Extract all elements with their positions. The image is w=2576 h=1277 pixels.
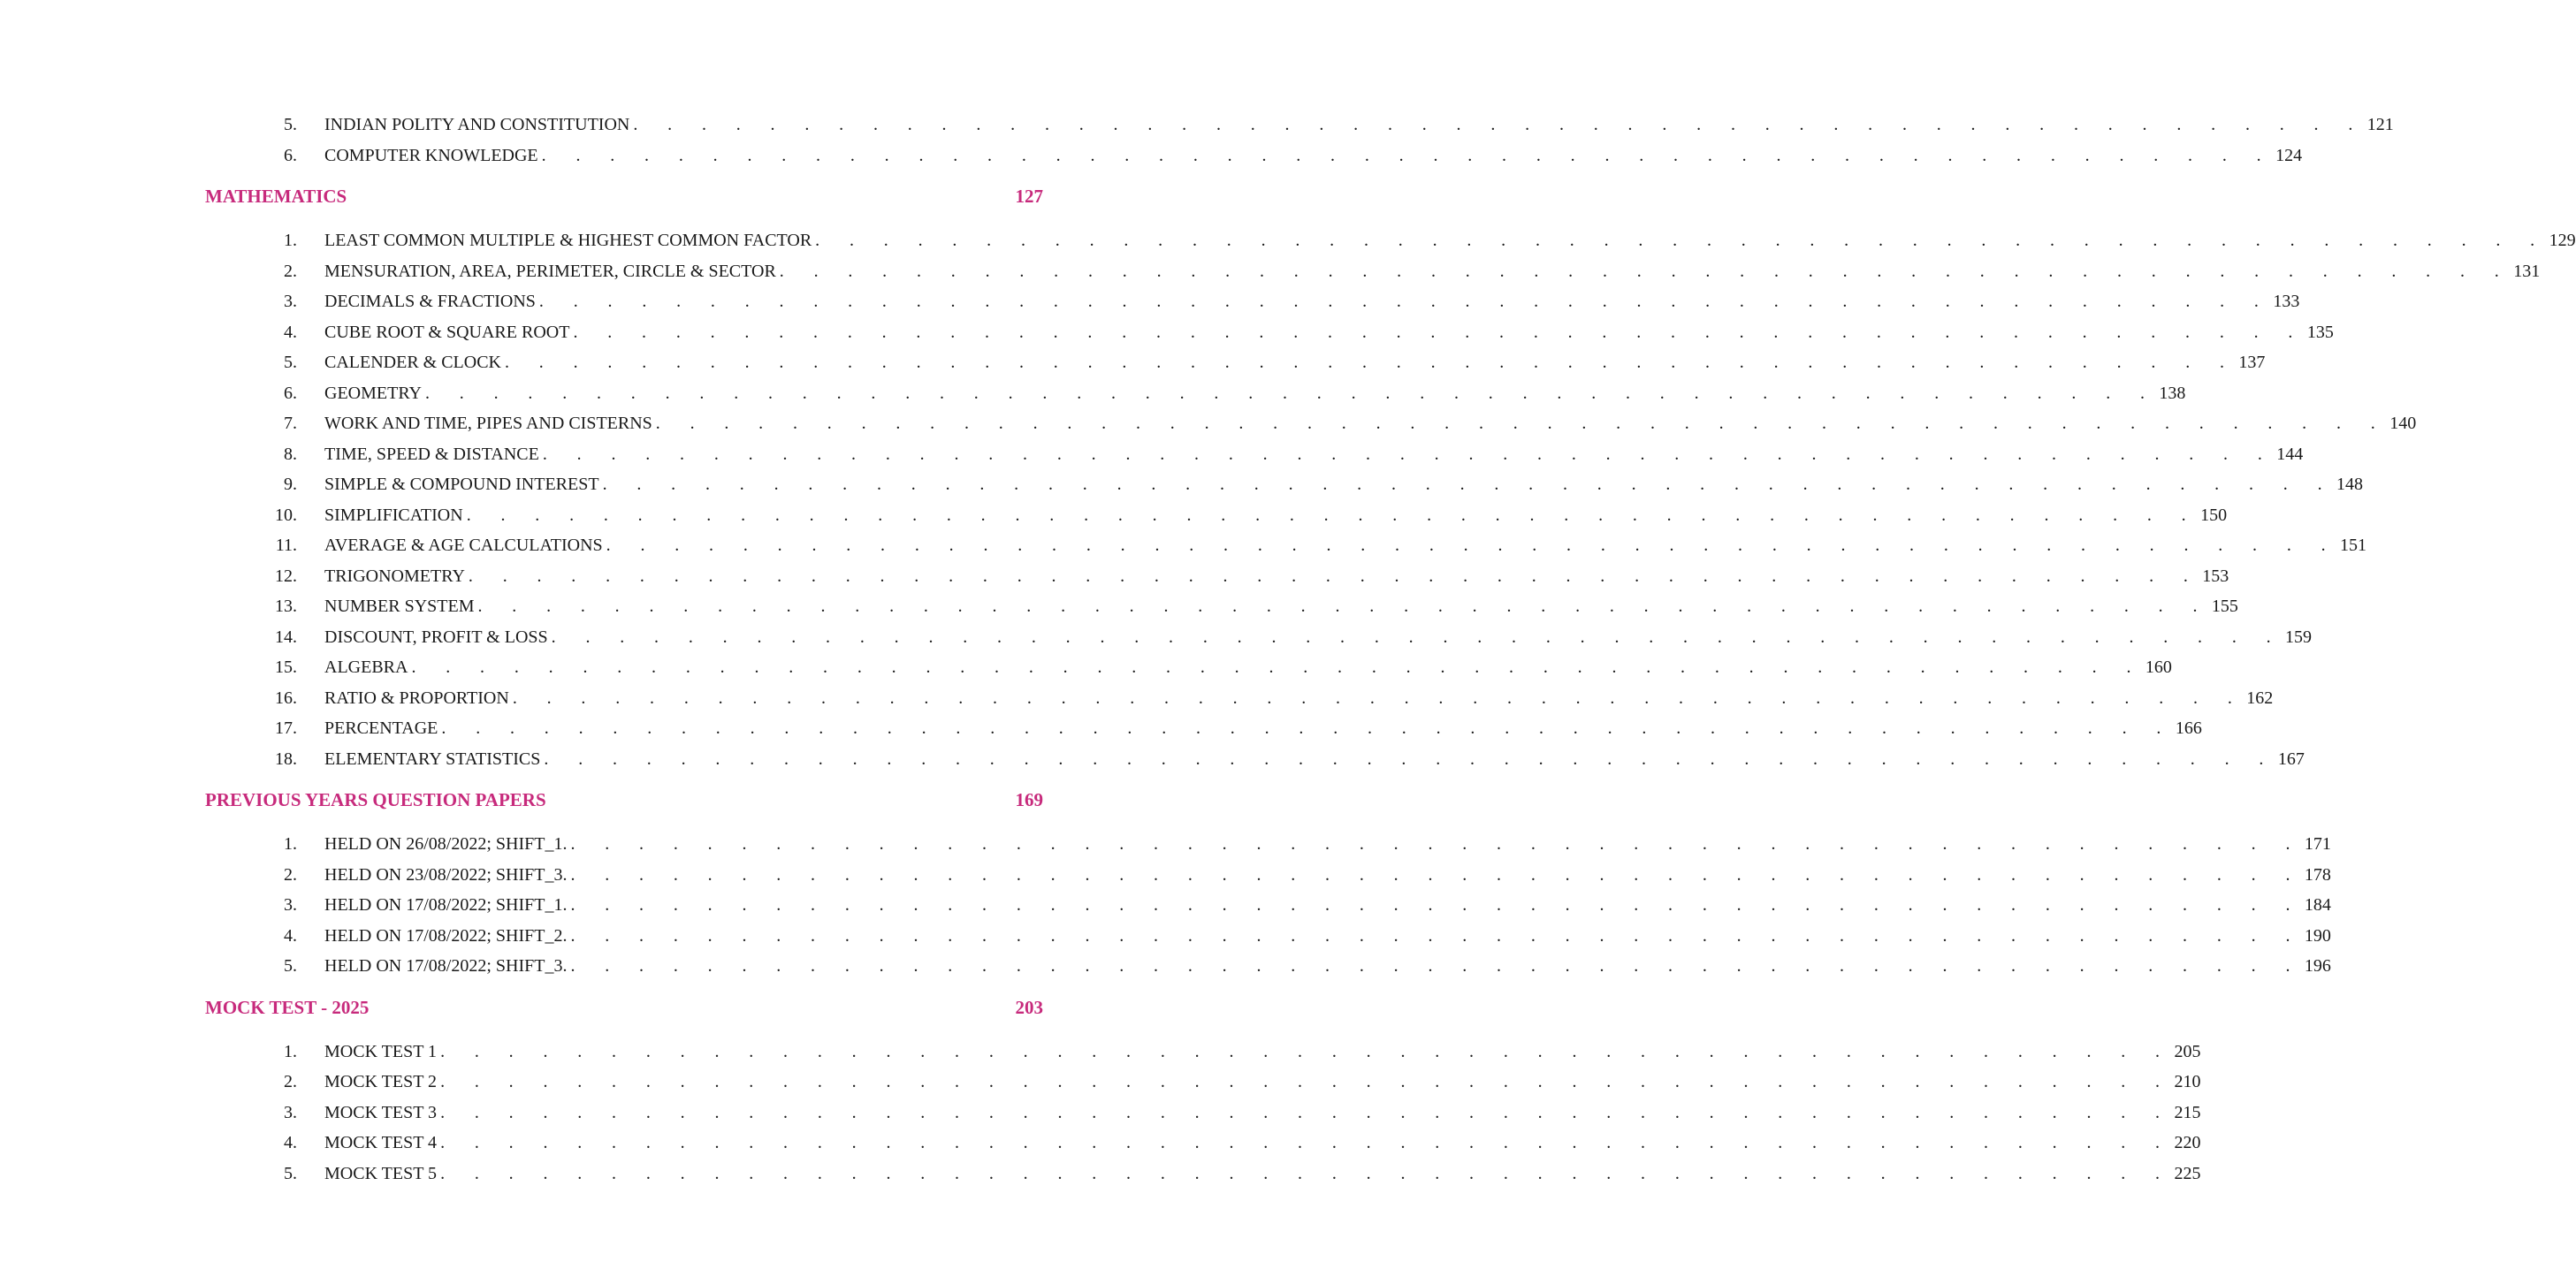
entry-title: HELD ON 23/08/2022; SHIFT_3. <box>324 864 568 885</box>
entry-title: HELD ON 17/08/2022; SHIFT_2. <box>324 925 568 946</box>
toc-entry[interactable] <box>205 469 2363 500</box>
section-page-number: 203 <box>1015 996 1043 1018</box>
entry-number: 9. <box>284 475 297 494</box>
entry-number: 2. <box>284 1072 297 1091</box>
entry-leader-row <box>324 713 2202 744</box>
entry-page-number: 121 <box>2366 115 2394 134</box>
entry-leader-row <box>324 469 2363 500</box>
entry-title: SIMPLIFICATION <box>324 505 463 525</box>
toc-entry[interactable] <box>205 378 2186 409</box>
entry-title: INDIAN POLITY AND CONSTITUTION <box>324 115 630 134</box>
toc-entry[interactable] <box>205 141 2303 171</box>
entry-page-number: 151 <box>2340 536 2367 555</box>
entry-number: 1. <box>284 1041 297 1061</box>
entry-leader-row <box>324 378 2186 409</box>
entry-page-number: 225 <box>2174 1163 2201 1183</box>
entry-title: MOCK TEST 5 <box>324 1163 438 1183</box>
entry-title: HELD ON 17/08/2022; SHIFT_3. <box>324 956 568 976</box>
entry-page-number: 220 <box>2174 1133 2201 1152</box>
entry-page-number: 159 <box>2285 627 2313 647</box>
toc-entry[interactable] <box>205 890 2331 921</box>
entry-title: DISCOUNT, PROFIT & LOSS <box>324 627 548 647</box>
entry-number: 13. <box>275 597 297 616</box>
toc-entry[interactable] <box>205 530 2367 561</box>
section-heading[interactable] <box>205 181 1045 211</box>
dot-leader: . . . . . . . . . . . . . . . . . . . . . . . . . . . . . . . . . . . . . . . . . . . . . . . . . . . <box>779 261 2512 281</box>
entry-number: 3. <box>284 292 297 311</box>
toc-entry[interactable] <box>205 110 2394 141</box>
section-title: PREVIOUS YEARS QUESTION PAPERS <box>205 789 546 810</box>
section-entries <box>205 225 2576 774</box>
entry-title: ELEMENTARY STATISTICS <box>324 749 541 769</box>
entry-leader-row <box>324 1098 2201 1129</box>
entry-number: 7. <box>284 414 297 433</box>
dot-leader: . . . . . . . . . . . . . . . . . . . . . . . . . . . . . . . . . . . . . . . . . . . . . . . . . . . <box>468 566 2201 586</box>
table-of-contents <box>205 110 2576 1189</box>
toc-sections <box>205 181 2576 1189</box>
entry-title: CUBE ROOT & SQUARE ROOT <box>324 322 570 342</box>
toc-entry[interactable] <box>205 713 2202 744</box>
entry-leader-row <box>324 921 2331 952</box>
entry-leader-row <box>324 890 2331 921</box>
toc-entry[interactable] <box>205 652 2172 683</box>
entry-page-number: 171 <box>2304 834 2331 854</box>
entry-page-number: 137 <box>2238 353 2266 372</box>
entry-number: 4. <box>284 1133 297 1152</box>
dot-leader: . . . . . . . . . . . . . . . . . . . . . . . . . . . . . . . . . . . . . . . . . . . . . . . . . . . <box>815 231 2548 250</box>
toc-entry[interactable] <box>205 591 2238 622</box>
entry-title: MOCK TEST 2 <box>324 1072 438 1091</box>
dot-leader: . . . . . . . . . . . . . . . . . . . . . . . . . . . . . . . . . . . . . . . . . . . . . . . . . . . <box>466 505 2199 525</box>
entry-number: 5. <box>284 115 297 134</box>
entry-page-number: 138 <box>2159 383 2186 403</box>
entry-leader-row <box>324 1037 2201 1068</box>
entry-number: 15. <box>275 658 297 677</box>
entry-number: 5. <box>284 956 297 976</box>
dot-leader: . . . . . . . . . . . . . . . . . . . . . . . . . . . . . . . . . . . . . . . . . . . . . . . . . . . <box>538 292 2272 311</box>
toc-entry[interactable] <box>205 286 2300 317</box>
entry-number: 2. <box>284 261 297 281</box>
entry-leader-row <box>324 744 2305 775</box>
entry-page-number: 196 <box>2304 956 2331 976</box>
dot-leader: . . . . . . . . . . . . . . . . . . . . . . . . . . . . . . . . . . . . . . . . . . . . . . . . . . . <box>570 834 2303 854</box>
entry-number: 10. <box>275 505 297 525</box>
entry-title: MOCK TEST 4 <box>324 1133 438 1152</box>
toc-entry[interactable] <box>205 1037 2201 1068</box>
entry-page-number: 166 <box>2175 718 2202 738</box>
entry-leader-row <box>324 256 2541 287</box>
toc-entry[interactable] <box>205 951 2331 982</box>
dot-leader: . . . . . . . . . . . . . . . . . . . . . . . . . . . . . . . . . . . . . . . . . . . . . . . . . . . <box>544 749 2276 769</box>
section-title: MOCK TEST - 2025 <box>205 996 370 1018</box>
toc-entry[interactable] <box>205 1159 2201 1190</box>
entry-page-number: 135 <box>2306 322 2334 342</box>
entry-title: PERCENTAGE <box>324 718 438 738</box>
entry-title: SIMPLE & COMPOUND INTEREST <box>324 475 599 494</box>
entry-leader-row <box>324 439 2304 470</box>
entry-page-number: 124 <box>2275 145 2303 165</box>
toc-section <box>205 992 2201 1190</box>
entry-page-number: 210 <box>2174 1072 2201 1091</box>
entry-leader-row <box>324 1159 2201 1190</box>
entry-leader-row <box>324 110 2394 141</box>
entry-page-number: 167 <box>2277 749 2305 769</box>
entry-title: MOCK TEST 3 <box>324 1102 438 1122</box>
dot-leader: . . . . . . . . . . . . . . . . . . . . . . . . . . . . . . . . . . . . . . . . . . . . . . . . . . . <box>441 718 2174 738</box>
toc-entry[interactable] <box>205 225 2576 256</box>
entry-page-number: 131 <box>2513 261 2541 281</box>
entry-number: 6. <box>284 383 297 403</box>
section-entries <box>205 829 2331 982</box>
entry-leader-row <box>324 591 2238 622</box>
dot-leader: . . . . . . . . . . . . . . . . . . . . . . . . . . . . . . . . . . . . . . . . . . . . . . . . . . . <box>440 1072 2173 1091</box>
entry-number: 14. <box>275 627 297 647</box>
entry-leader-row <box>324 530 2367 561</box>
entry-page-number: 155 <box>2211 597 2238 616</box>
dot-leader: . . . . . . . . . . . . . . . . . . . . . . . . . . . . . . . . . . . . . . . . . . . . . . . . . . . <box>570 895 2303 915</box>
toc-entry[interactable] <box>205 408 2417 439</box>
toc-entry[interactable] <box>205 317 2334 348</box>
entry-page-number: 190 <box>2304 925 2331 946</box>
entry-page-number: 184 <box>2304 895 2331 915</box>
entry-leader-row <box>324 1128 2201 1159</box>
entry-number: 11. <box>275 536 297 555</box>
entry-number: 1. <box>284 834 297 854</box>
section-title: MATHEMATICS <box>205 186 347 207</box>
toc-entry[interactable] <box>205 256 2541 287</box>
entry-leader-row <box>324 500 2228 531</box>
dot-leader: . . . . . . . . . . . . . . . . . . . . . . . . . . . . . . . . . . . . . . . . . . . . . . . . . . . <box>655 414 2389 433</box>
section-heading[interactable] <box>205 785 1045 815</box>
entry-page-number: 205 <box>2174 1041 2201 1061</box>
entry-leader-row <box>324 951 2331 982</box>
dot-leader: . . . . . . . . . . . . . . . . . . . . . . . . . . . . . . . . . . . . . . . . . . . . . . . . . . . <box>541 145 2275 165</box>
entry-title: DECIMALS & FRACTIONS <box>324 292 536 311</box>
toc-entry[interactable] <box>205 347 2266 378</box>
entry-title: MENSURATION, AREA, PERIMETER, CIRCLE & SECTOR <box>324 261 776 281</box>
section-entries <box>205 1037 2201 1190</box>
entry-title: NUMBER SYSTEM <box>324 597 475 616</box>
entry-leader-row <box>324 561 2229 592</box>
entry-leader-row <box>324 860 2331 891</box>
dot-leader: . . . . . . . . . . . . . . . . . . . . . . . . . . . . . . . . . . . . . . . . . . . . . . . . . . . <box>440 1133 2173 1152</box>
carryover-entries <box>205 110 2394 171</box>
toc-entry[interactable] <box>205 829 2331 860</box>
dot-leader: . . . . . . . . . . . . . . . . . . . . . . . . . . . . . . . . . . . . . . . . . . . . . . . . . . . <box>570 956 2303 976</box>
toc-entry[interactable] <box>205 622 2313 653</box>
entry-number: 16. <box>275 688 297 708</box>
toc-entry[interactable] <box>205 1128 2201 1159</box>
dot-leader: . . . . . . . . . . . . . . . . . . . . . . . . . . . . . . . . . . . . . . . . . . . . . . . . . . . <box>602 475 2335 494</box>
toc-entry[interactable] <box>205 683 2274 714</box>
dot-leader: . . . . . . . . . . . . . . . . . . . . . . . . . . . . . . . . . . . . . . . . . . . . . . . . . . . <box>551 627 2284 647</box>
toc-section <box>205 181 2576 774</box>
entry-page-number: 148 <box>2336 475 2363 494</box>
entry-page-number: 150 <box>2200 505 2228 525</box>
entry-number: 18. <box>275 749 297 769</box>
section-page-number: 127 <box>1015 186 1043 207</box>
entry-number: 12. <box>275 566 297 586</box>
dot-leader: . . . . . . . . . . . . . . . . . . . . . . . . . . . . . . . . . . . . . . . . . . . . . . . . . . . <box>512 688 2245 708</box>
toc-entry[interactable] <box>205 1098 2201 1129</box>
dot-leader: . . . . . . . . . . . . . . . . . . . . . . . . . . . . . . . . . . . . . . . . . . . . . . . . . . . <box>542 444 2275 464</box>
entry-title: ALGEBRA <box>324 658 408 677</box>
entry-leader-row <box>324 141 2303 171</box>
entry-title: CALENDER & CLOCK <box>324 353 501 372</box>
entry-title: TIME, SPEED & DISTANCE <box>324 444 539 464</box>
dot-leader: . . . . . . . . . . . . . . . . . . . . . . . . . . . . . . . . . . . . . . . . . . . . . . . . . . . <box>425 383 2158 403</box>
entry-number: 1. <box>284 231 297 250</box>
dot-leader: . . . . . . . . . . . . . . . . . . . . . . . . . . . . . . . . . . . . . . . . . . . . . . . . . . . <box>505 353 2237 372</box>
dot-leader: . . . . . . . . . . . . . . . . . . . . . . . . . . . . . . . . . . . . . . . . . . . . . . . . . . . <box>633 115 2366 134</box>
entry-title: GEOMETRY <box>324 383 422 403</box>
entry-number: 17. <box>275 718 297 738</box>
entry-number: 5. <box>284 353 297 372</box>
entry-number: 2. <box>284 864 297 885</box>
entry-page-number: 140 <box>2389 414 2417 433</box>
section-page-number: 169 <box>1015 789 1043 810</box>
entry-leader-row <box>324 622 2313 653</box>
entry-leader-row <box>324 829 2331 860</box>
entry-leader-row <box>324 317 2334 348</box>
dot-leader: . . . . . . . . . . . . . . . . . . . . . . . . . . . . . . . . . . . . . . . . . . . . . . . . . . . <box>411 658 2144 677</box>
dot-leader: . . . . . . . . . . . . . . . . . . . . . . . . . . . . . . . . . . . . . . . . . . . . . . . . . . . <box>573 322 2305 342</box>
entry-number: 6. <box>284 145 297 165</box>
entry-number: 3. <box>284 895 297 915</box>
entry-leader-row <box>324 225 2576 256</box>
entry-leader-row <box>324 347 2266 378</box>
toc-entry[interactable] <box>205 1067 2201 1098</box>
entry-page-number: 129 <box>2549 231 2576 250</box>
entry-title: LEAST COMMON MULTIPLE & HIGHEST COMMON FACTOR <box>324 231 812 250</box>
entry-page-number: 160 <box>2145 658 2172 677</box>
entry-page-number: 153 <box>2202 566 2229 586</box>
toc-entry[interactable] <box>205 921 2331 952</box>
toc-section <box>205 785 2331 982</box>
entry-page-number: 215 <box>2174 1102 2201 1122</box>
entry-title: MOCK TEST 1 <box>324 1041 438 1061</box>
entry-number: 4. <box>284 925 297 946</box>
dot-leader: . . . . . . . . . . . . . . . . . . . . . . . . . . . . . . . . . . . . . . . . . . . . . . . . . . . <box>477 597 2210 616</box>
entry-leader-row <box>324 286 2300 317</box>
entry-leader-row <box>324 652 2172 683</box>
entry-page-number: 178 <box>2304 864 2331 885</box>
entry-page-number: 162 <box>2246 688 2274 708</box>
entry-leader-row <box>324 683 2274 714</box>
entry-title: HELD ON 26/08/2022; SHIFT_1. <box>324 834 568 854</box>
entry-title: AVERAGE & AGE CALCULATIONS <box>324 536 603 555</box>
dot-leader: . . . . . . . . . . . . . . . . . . . . . . . . . . . . . . . . . . . . . . . . . . . . . . . . . . . <box>606 536 2339 555</box>
section-heading[interactable] <box>205 992 1045 1022</box>
entry-title: RATIO & PROPORTION <box>324 688 509 708</box>
dot-leader: . . . . . . . . . . . . . . . . . . . . . . . . . . . . . . . . . . . . . . . . . . . . . . . . . . . <box>570 925 2303 946</box>
entry-page-number: 144 <box>2276 444 2304 464</box>
dot-leader: . . . . . . . . . . . . . . . . . . . . . . . . . . . . . . . . . . . . . . . . . . . . . . . . . . . <box>440 1163 2173 1183</box>
toc-entry[interactable] <box>205 561 2229 592</box>
dot-leader: . . . . . . . . . . . . . . . . . . . . . . . . . . . . . . . . . . . . . . . . . . . . . . . . . . . <box>440 1041 2173 1061</box>
entry-title: TRIGONOMETRY <box>324 566 465 586</box>
entry-title: COMPUTER KNOWLEDGE <box>324 145 538 165</box>
entry-number: 5. <box>284 1163 297 1183</box>
dot-leader: . . . . . . . . . . . . . . . . . . . . . . . . . . . . . . . . . . . . . . . . . . . . . . . . . . . <box>570 864 2303 885</box>
toc-entry[interactable] <box>205 860 2331 891</box>
entry-number: 4. <box>284 322 297 342</box>
entry-title: HELD ON 17/08/2022; SHIFT_1. <box>324 895 568 915</box>
entry-number: 8. <box>284 444 297 464</box>
entry-leader-row <box>324 408 2417 439</box>
dot-leader: . . . . . . . . . . . . . . . . . . . . . . . . . . . . . . . . . . . . . . . . . . . . . . . . . . . <box>440 1102 2173 1122</box>
entry-leader-row <box>324 1067 2201 1098</box>
entry-page-number: 133 <box>2273 292 2300 311</box>
entry-title: WORK AND TIME, PIPES AND CISTERNS <box>324 414 652 433</box>
toc-entry[interactable] <box>205 439 2304 470</box>
entry-number: 3. <box>284 1102 297 1122</box>
toc-entry[interactable] <box>205 500 2228 531</box>
toc-entry[interactable] <box>205 744 2305 775</box>
